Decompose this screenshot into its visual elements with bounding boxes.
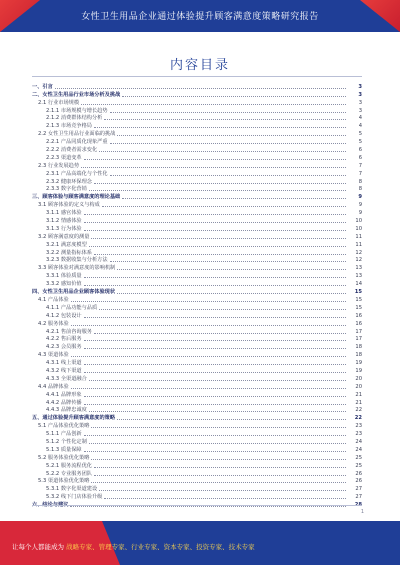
toc-entry[interactable] — [32, 153, 362, 161]
toc-entry[interactable] — [32, 137, 362, 145]
toc-entry-page: 5 — [358, 131, 362, 138]
toc-leader-dots — [81, 104, 346, 105]
toc-entry-label: 3.2 顾客满意度的测量 — [38, 233, 90, 240]
toc-entry-label: 3.2.1 满意度模型 — [46, 241, 87, 248]
toc-leader-dots — [94, 254, 346, 255]
toc-entry-label: 3.1.1 感官体验 — [46, 210, 82, 217]
toc-entry[interactable] — [32, 216, 362, 224]
toc-entry-page: 12 — [355, 249, 362, 256]
toc-leader-dots — [84, 364, 346, 365]
toc-entry-label: 4.2.2 售后服务 — [46, 336, 82, 343]
toc-entry-label: 5.2.2 专业服务团队 — [46, 470, 92, 477]
toc-entry[interactable] — [32, 263, 362, 271]
toc-entry-label: 4.3 渠道体验 — [38, 352, 69, 359]
toc-entry-label: 3.1 顾客体验的定义与构成 — [38, 202, 100, 209]
toc-entry[interactable] — [32, 129, 362, 137]
toc-entry[interactable] — [32, 106, 362, 114]
toc-bottom-rule — [32, 505, 362, 506]
toc-entry-label: 4.1.1 产品功能与品质 — [46, 304, 98, 311]
toc-entry-page: 21 — [355, 391, 362, 398]
toc-entry-page: 24 — [355, 438, 362, 445]
toc-entry-page: 9 — [358, 210, 362, 217]
toc-entry-label: 2.1 行业市场规模 — [38, 99, 80, 106]
toc-entry-page: 6 — [358, 147, 362, 154]
toc-leader-dots — [84, 404, 346, 405]
toc-leader-dots — [71, 356, 346, 357]
toc-title: 内容目录 — [169, 58, 230, 73]
toc-entry-label: 3.2.2 测量指标体系 — [46, 249, 92, 256]
toc-entry[interactable] — [32, 453, 362, 461]
toc-leader-dots — [55, 88, 346, 89]
toc-entry-label: 4.1 产品体验 — [38, 296, 69, 303]
toc-leader-dots — [84, 317, 346, 318]
toc-entry-page: 23 — [355, 423, 362, 430]
toc-entry-page: 24 — [355, 446, 362, 453]
toc-leader-dots — [94, 475, 346, 476]
toc-entry-page: 26 — [355, 478, 362, 485]
toc-entry-label: 2.2.1 产品同质化现象严重 — [46, 139, 108, 146]
toc-entry[interactable] — [32, 413, 362, 421]
toc-leader-dots — [89, 190, 346, 191]
toc-entry-label: 三、顾客体验与顾客满意度的理论基础 — [32, 194, 121, 201]
toc-leader-dots — [102, 206, 346, 207]
toc-entry-label: 二、女性卫生用品行业市场分析及挑战 — [32, 91, 121, 98]
toc-entry[interactable] — [32, 429, 362, 437]
toc-entry[interactable] — [32, 224, 362, 232]
toc-entry-label: 4.3.1 线上渠道 — [46, 360, 82, 367]
toc-entry-label: 2.2 女性卫生用品行业面临的挑战 — [38, 131, 116, 138]
toc-entry-page: 25 — [355, 462, 362, 469]
footer-slogan-items: 战略专家、管理专家、行业专家、资本专家、投资专家、技术专家 — [66, 543, 255, 551]
toc-entry-page: 16 — [355, 312, 362, 319]
toc-entry[interactable] — [32, 358, 362, 366]
toc-leader-dots — [91, 427, 346, 428]
toc-entry-label: 3.3.1 体验质量 — [46, 273, 82, 280]
toc-entry-page: 27 — [355, 494, 362, 501]
toc-entry-label: 3.3 顾客体验对满意度的影响机制 — [38, 265, 116, 272]
toc-entry-page: 4 — [358, 123, 362, 130]
toc-entry[interactable] — [32, 319, 362, 327]
toc-entry[interactable] — [32, 335, 362, 343]
toc-entry[interactable] — [32, 200, 362, 208]
toc-entry[interactable] — [32, 342, 362, 350]
toc-entry-page: 13 — [355, 273, 362, 280]
toc-leader-dots — [117, 293, 346, 294]
toc-entry-page: 15 — [355, 304, 362, 311]
toc-entry-label: 4.4.3 品牌忠诚度 — [46, 407, 87, 414]
toc-entry-page: 22 — [355, 407, 362, 414]
toc-entry-label: 5.3.2 线下门店体验升级 — [46, 494, 103, 501]
toc-leader-dots — [104, 119, 346, 120]
toc-leader-dots — [94, 183, 346, 184]
toc-entry[interactable] — [32, 469, 362, 477]
toc-entry-page: 22 — [354, 415, 362, 422]
toc-leader-dots — [110, 143, 346, 144]
toc-leader-dots — [91, 482, 346, 483]
toc-leader-dots — [117, 269, 346, 270]
toc-entry-page: 21 — [355, 399, 362, 406]
toc-entry[interactable] — [32, 437, 362, 445]
toc-entry-label: 3.3.2 感知价值 — [46, 281, 82, 288]
toc-leader-dots — [84, 348, 346, 349]
toc-leader-dots — [117, 135, 346, 136]
toc-entry[interactable] — [32, 121, 362, 129]
toc-leader-dots — [99, 151, 346, 152]
report-title: 女性卫生用品企业通过体验提升顾客满意度策略研究报告 — [81, 12, 319, 22]
toc-entry-page: 25 — [355, 454, 362, 461]
toc-entry-page: 20 — [355, 375, 362, 382]
toc-leader-dots — [122, 96, 346, 97]
toc-entry-label: 4.2 服务体验 — [38, 320, 69, 327]
toc-entry-label: 5.1.3 质量保障 — [46, 446, 82, 453]
toc-entry[interactable] — [32, 145, 362, 153]
toc-entry-label: 5.3.1 数字化渠道建设 — [46, 486, 98, 493]
toc-entry-label: 5.1.2 个性化定制 — [46, 438, 87, 445]
toc-leader-dots — [71, 388, 346, 389]
toc-entry[interactable] — [32, 295, 362, 303]
toc-entry[interactable] — [32, 169, 362, 177]
page-number: 1 — [360, 509, 364, 515]
toc-entry-page: 20 — [355, 383, 362, 390]
toc-entry-page: 23 — [355, 431, 362, 438]
toc-entry[interactable] — [32, 398, 362, 406]
toc-entry[interactable] — [32, 232, 362, 240]
toc-leader-dots — [81, 167, 346, 168]
toc-entry-page: 8 — [358, 186, 362, 193]
toc-entry[interactable] — [32, 366, 362, 374]
toc-entry[interactable] — [32, 421, 362, 429]
toc-entry[interactable] — [32, 208, 362, 216]
toc-entry-label: 4.2.3 会员服务 — [46, 344, 82, 351]
toc-leader-dots — [99, 309, 346, 310]
toc-entry-page: 5 — [358, 139, 362, 146]
toc-leader-dots — [94, 467, 346, 468]
toc-leader-dots — [117, 419, 346, 420]
toc-entry-page: 19 — [355, 360, 362, 367]
toc-entry-page: 15 — [355, 296, 362, 303]
toc-entry-label: 3.1.3 行为体验 — [46, 225, 82, 232]
toc-entry[interactable] — [32, 492, 362, 500]
toc-leader-dots — [94, 333, 346, 334]
toc-top-rule — [32, 76, 362, 77]
toc-leader-dots — [110, 175, 346, 176]
toc-entry[interactable] — [32, 161, 362, 169]
toc-entry-page: 27 — [355, 486, 362, 493]
toc-leader-dots — [84, 222, 346, 223]
toc-entry[interactable] — [32, 390, 362, 398]
toc-entry[interactable] — [32, 271, 362, 279]
toc-entry[interactable] — [32, 90, 362, 98]
toc-entry[interactable] — [32, 192, 362, 200]
toc-entry-page: 19 — [355, 367, 362, 374]
toc-entry[interactable] — [32, 484, 362, 492]
toc-list — [32, 82, 362, 500]
toc-entry-label: 一、引言 — [32, 83, 53, 90]
toc-entry-page: 11 — [355, 241, 362, 248]
toc-leader-dots — [122, 198, 346, 199]
toc-entry[interactable] — [32, 185, 362, 193]
toc-entry[interactable] — [32, 461, 362, 469]
toc-leader-dots — [84, 277, 346, 278]
toc-entry-label: 2.1.1 市场规模与增长趋势 — [46, 107, 108, 114]
toc-entry-page: 6 — [358, 154, 362, 161]
toc-entry[interactable] — [32, 82, 362, 90]
toc-leader-dots — [89, 246, 346, 247]
toc-leader-dots — [91, 238, 346, 239]
toc-entry[interactable] — [32, 98, 362, 106]
toc-entry-page: 10 — [355, 218, 362, 225]
toc-entry[interactable] — [32, 311, 362, 319]
toc-leader-dots — [89, 380, 346, 381]
toc-entry-page: 17 — [355, 336, 362, 343]
toc-entry-page: 14 — [355, 281, 362, 288]
toc-entry-label: 四、女性卫生用品企业顾客体验现状 — [32, 289, 116, 296]
toc-entry[interactable] — [32, 350, 362, 358]
toc-entry-label: 4.4.2 品牌传播 — [46, 399, 82, 406]
toc-leader-dots — [84, 340, 346, 341]
toc-entry-page: 18 — [355, 352, 362, 359]
toc-entry[interactable] — [32, 445, 362, 453]
toc-leader-dots — [89, 411, 346, 412]
toc-entry-label: 5.2.1 服务流程优化 — [46, 462, 92, 469]
toc-leader-dots — [99, 490, 346, 491]
toc-entry-page: 18 — [355, 344, 362, 351]
toc-leader-dots — [104, 498, 346, 499]
toc-leader-dots — [84, 451, 346, 452]
toc-entry-page: 3 — [358, 91, 362, 98]
toc-leader-dots — [84, 230, 346, 231]
toc-leader-dots — [84, 285, 346, 286]
toc-entry[interactable] — [32, 374, 362, 382]
toc-leader-dots — [71, 325, 346, 326]
toc-leader-dots — [84, 214, 346, 215]
toc-entry[interactable] — [32, 477, 362, 485]
toc-leader-dots — [84, 396, 346, 397]
toc-leader-dots — [70, 506, 346, 507]
toc-entry-label: 2.1.2 消费群体结构分析 — [46, 115, 103, 122]
toc-leader-dots — [89, 443, 346, 444]
toc-entry-label: 2.2.3 渠道变革 — [46, 154, 82, 161]
toc-entry-label: 4.4 品牌体验 — [38, 383, 69, 390]
toc-entry[interactable] — [32, 240, 362, 248]
toc-entry[interactable] — [32, 279, 362, 287]
toc-entry[interactable] — [32, 114, 362, 122]
toc-entry-label: 4.2.1 售前咨询服务 — [46, 328, 92, 335]
toc-leader-dots — [84, 372, 346, 373]
toc-entry-label: 4.4.1 品牌形象 — [46, 391, 82, 398]
toc-leader-dots — [110, 112, 346, 113]
toc-entry-label: 5.1.1 产品创新 — [46, 431, 82, 438]
toc-entry-page: 26 — [355, 470, 362, 477]
toc-entry-page: 11 — [355, 233, 362, 240]
toc-entry[interactable] — [32, 256, 362, 264]
toc-entry-label: 4.3.2 线下渠道 — [46, 367, 82, 374]
toc-entry-page: 9 — [358, 194, 362, 201]
toc-entry[interactable] — [32, 248, 362, 256]
toc-leader-dots — [71, 301, 346, 302]
toc-entry-page: 17 — [355, 328, 362, 335]
toc-entry-page: 7 — [358, 162, 362, 169]
toc-entry-page: 3 — [358, 99, 362, 106]
toc-entry-page: 15 — [354, 289, 362, 296]
toc-entry[interactable] — [32, 303, 362, 311]
toc-entry-label: 4.3.3 全渠道融合 — [46, 375, 87, 382]
toc-entry[interactable] — [32, 382, 362, 390]
toc-entry-label: 2.3.3 数字化营销 — [46, 186, 87, 193]
toc-leader-dots — [84, 435, 346, 436]
toc-entry[interactable] — [32, 327, 362, 335]
toc-entry-page: 3 — [358, 107, 362, 114]
toc-entry-page: 16 — [355, 320, 362, 327]
toc-entry-label: 3.1.2 情感体验 — [46, 218, 82, 225]
toc-entry-label: 4.1.2 包装设计 — [46, 312, 82, 319]
toc-entry-page: 3 — [358, 83, 362, 90]
toc-entry-label: 3.2.3 数据收集与分析方法 — [46, 257, 108, 264]
toc-entry-label: 2.3 行业发展趋势 — [38, 162, 80, 169]
toc-entry[interactable] — [32, 177, 362, 185]
toc-entry[interactable] — [32, 287, 362, 295]
toc-entry-page: 7 — [358, 170, 362, 177]
toc-entry-label: 2.3.2 健康环保理念 — [46, 178, 92, 185]
toc-leader-dots — [91, 459, 346, 460]
toc-entry-label: 2.2.2 消费者需求变化 — [46, 147, 98, 154]
toc-entry-label: 2.3.1 产品高端化与个性化 — [46, 170, 108, 177]
toc-entry-page: 8 — [358, 178, 362, 185]
toc-leader-dots — [94, 127, 346, 128]
toc-leader-dots — [110, 261, 346, 262]
toc-entry-label: 5.2 服务体验优化策略 — [38, 454, 90, 461]
footer-slogan — [12, 542, 255, 551]
toc-entry-page: 12 — [355, 257, 362, 264]
footer-slogan-lead: 让每个人都能成为 — [12, 543, 64, 551]
toc-entry-page: 4 — [358, 115, 362, 122]
toc-entry-label: 5.1 产品体验优化策略 — [38, 423, 90, 430]
toc-entry-page: 10 — [355, 225, 362, 232]
toc-entry[interactable] — [32, 406, 362, 414]
toc-entry-label: 五、通过体验提升顾客满意度的策略 — [32, 415, 116, 422]
toc-entry-page: 9 — [358, 202, 362, 209]
toc-entry-label: 2.1.3 市场竞争格局 — [46, 123, 92, 130]
toc-entry-page: 13 — [355, 265, 362, 272]
toc-entry-label: 5.3 渠道体验优化策略 — [38, 478, 90, 485]
toc-leader-dots — [84, 159, 346, 160]
